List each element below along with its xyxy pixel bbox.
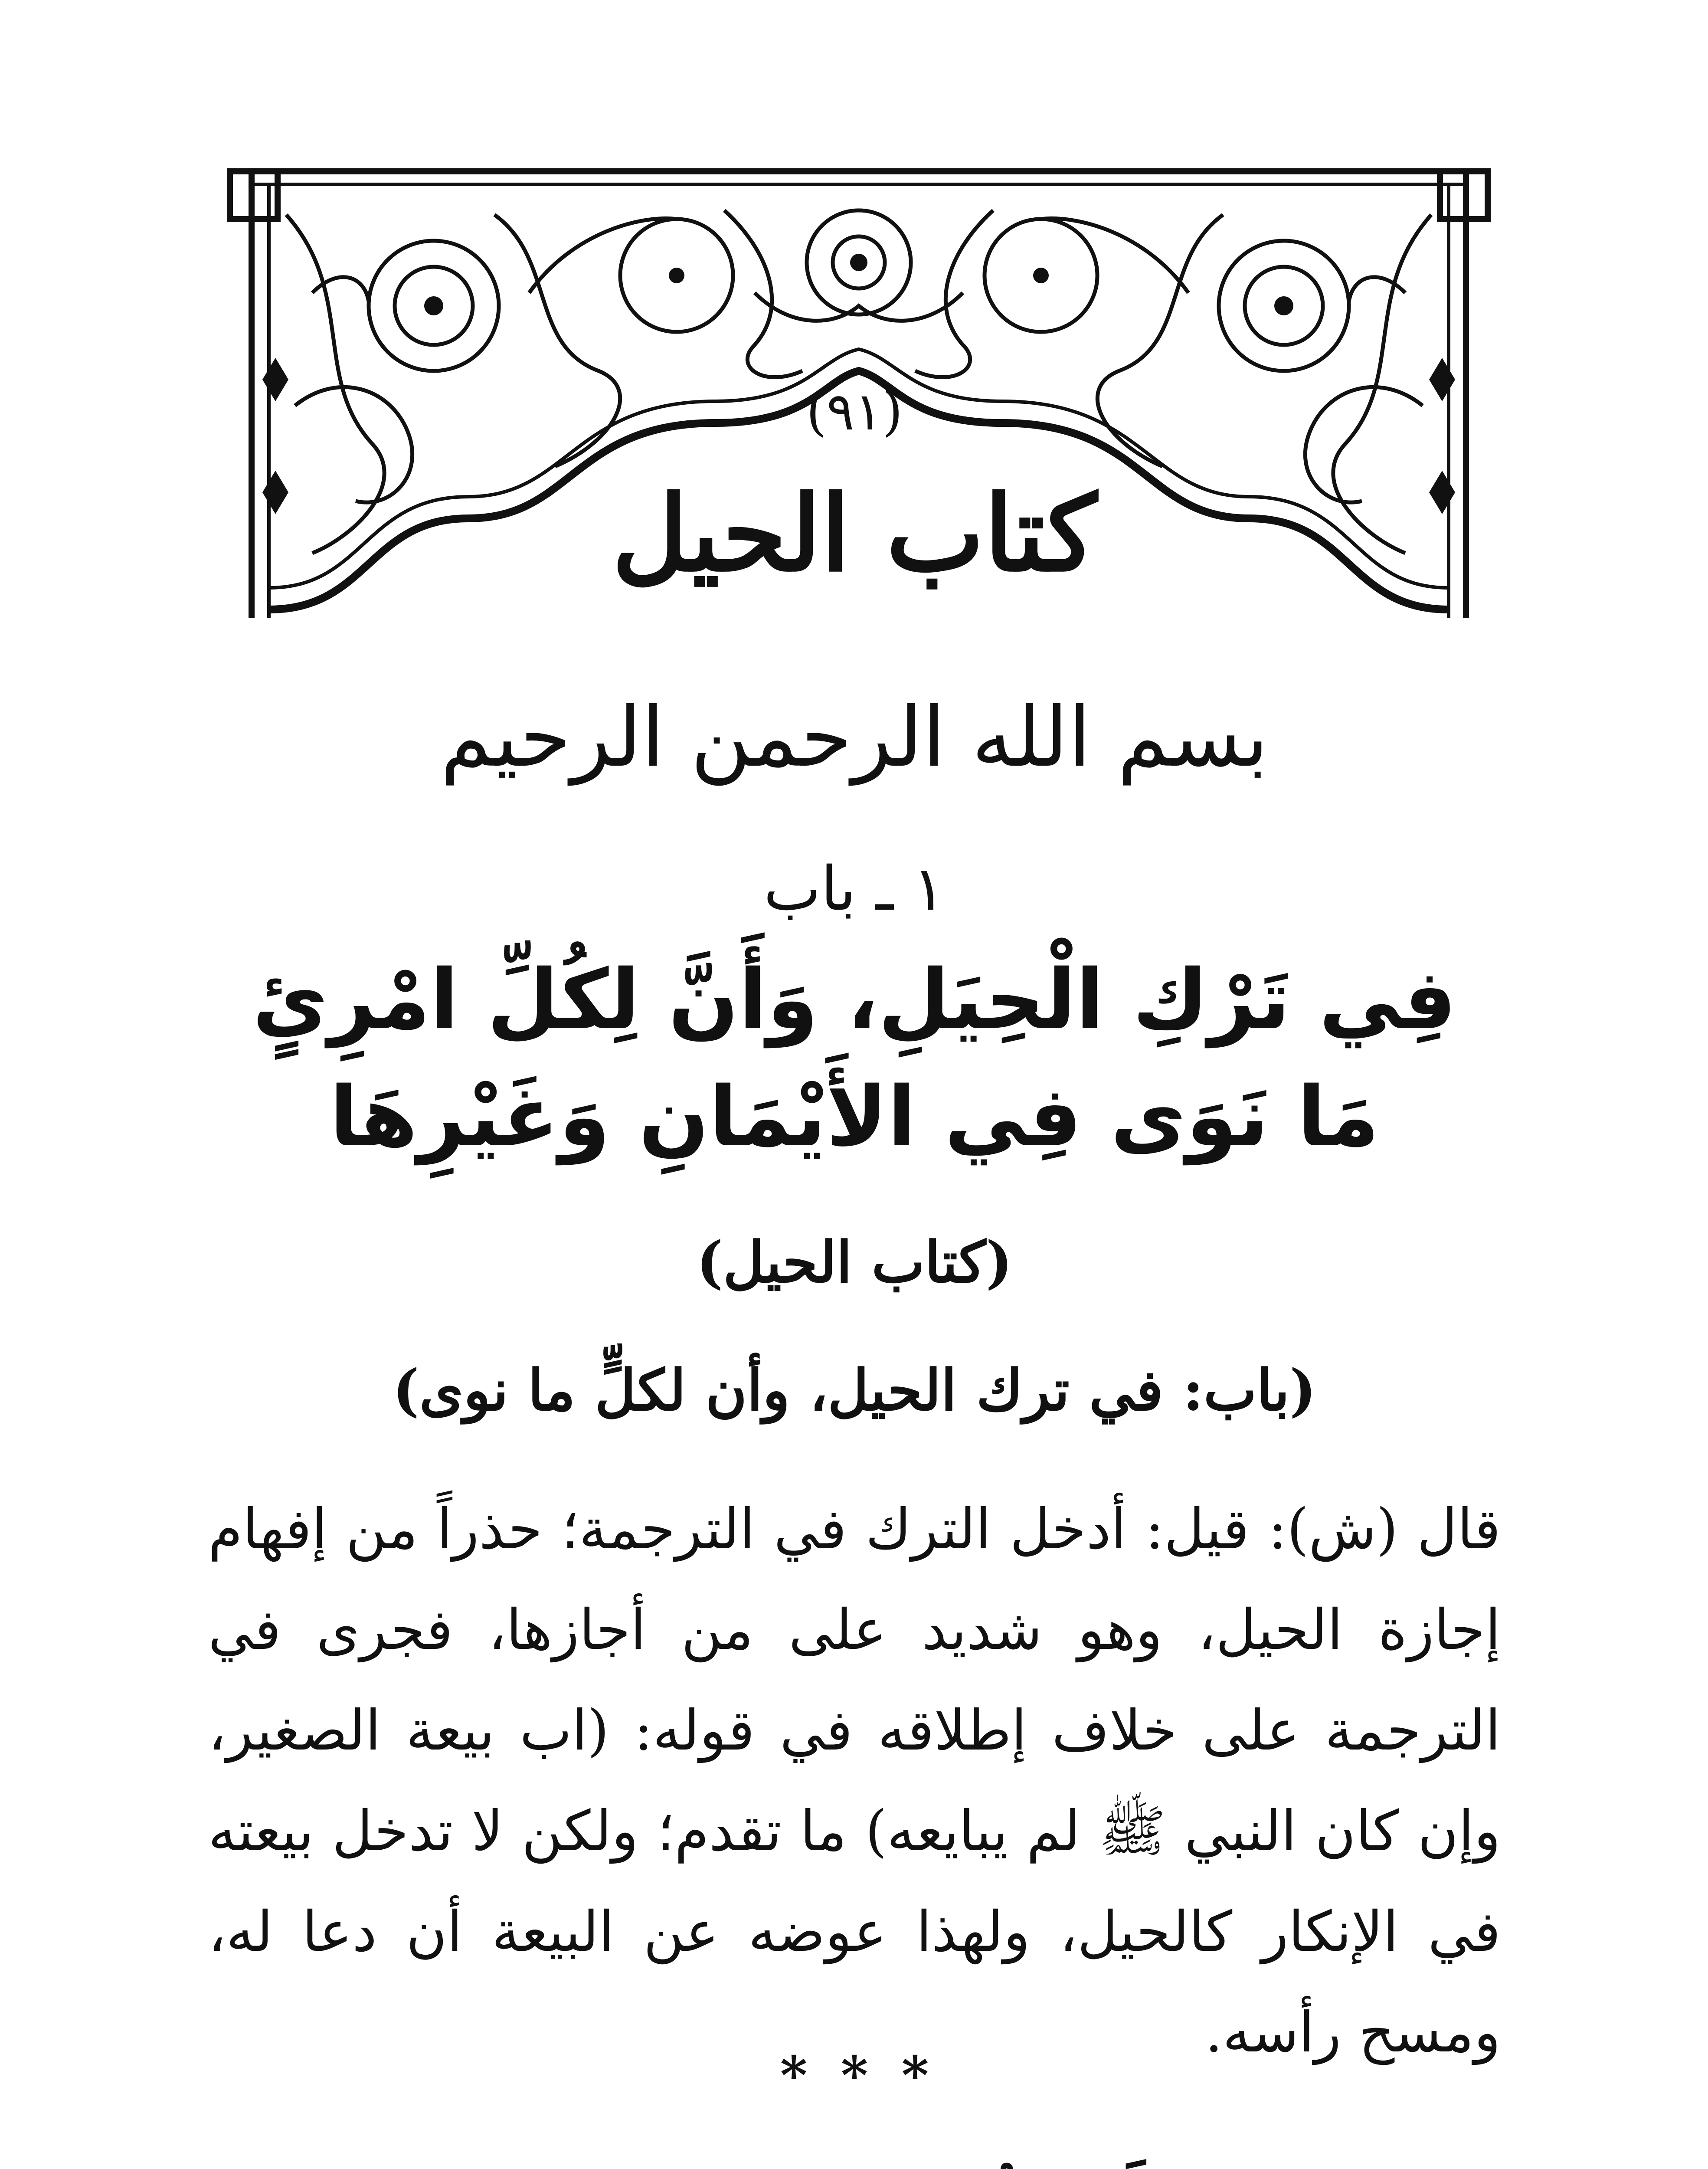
separator-star: * [901, 2045, 929, 2106]
bab-title: فِي تَرْكِ الْحِيَلِ، وَأَنَّ لِكُلِّ امْرِئٍ مَا نَوَى فِي الأَيْمَانِ وَغَيْرِهَا [252, 952, 1456, 1165]
section-separator [737, 2039, 972, 2113]
commentary-paragraph: قال (ش): قيل: أدخل الترك في الترجمة؛ حذراً من إفهام إجازة الحيل، وهو شديد على من أجازها، فجرى في الترجمة على خلاف إطلاقه في قوله: (اب بيعة الصغير، وإن كان النبي ﷺ لم يبايعه) ما تقدم؛ ولكن لا تدخل بيعته في الإنكار كالحيل، ولهذا عوضه عن البيعة أن دعا له، ومسح رأسه. [208, 1497, 1501, 2065]
basmala: بسم الله الرحمن الرحيم [440, 689, 1269, 785]
separator-star: * [780, 2045, 808, 2106]
bab-subheading: (باب: في ترك الحيل، وأن لكلٍّ ما نوى) [393, 1357, 1316, 1423]
book-title: كتاب الحيل [612, 472, 1097, 595]
bab-number: ١ ـ باب [763, 854, 946, 924]
book-subheading: (كتاب الحيل) [696, 1229, 1013, 1295]
separator-star: * [841, 2045, 868, 2106]
chapter-number: (٩١) [806, 382, 903, 442]
